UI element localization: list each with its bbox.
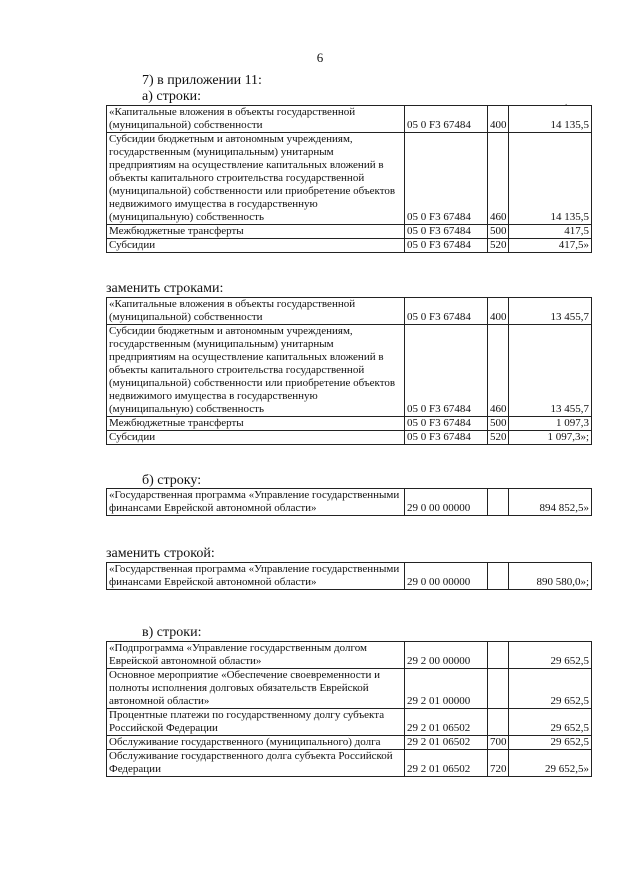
c-old-cell-value: 29 652,5» [509, 750, 592, 777]
c-old-cell-vr: 720 [488, 750, 509, 777]
section-c-label: в) строки: [142, 625, 202, 640]
c-old-cell-name: Обслуживание государственного долга субъекта Российской Федерации [107, 750, 405, 777]
a-old-cell-value: 417,5 [509, 225, 592, 239]
table-a-new [106, 297, 592, 445]
b-new-cell-vr [488, 563, 509, 590]
table-c-old [106, 641, 592, 777]
a-old-cell-value: 417,5» [509, 239, 592, 253]
b-old-cell-code: 29 0 00 00000 [405, 489, 488, 516]
a-new-cell-value: 13 455,7 [509, 325, 592, 417]
b-new-cell-name: «Государственная программа «Управление государственными финансами Еврейской автономной области» [107, 563, 405, 590]
c-old-cell-code: 29 2 01 06502 [405, 709, 488, 736]
a-new-cell-value: 1 097,3»; [509, 431, 592, 445]
a-old-cell-code: 05 0 F3 67484 [405, 225, 488, 239]
section-a-label: а) строки: [142, 89, 202, 104]
section-b-replace-label: заменить строкой: [106, 546, 215, 561]
b-new-cell-code: 29 0 00 00000 [405, 563, 488, 590]
a-new-cell-value: 13 455,7 [509, 298, 592, 325]
c-old-cell-code: 29 2 01 06502 [405, 736, 488, 750]
a-old-cell-code: 05 0 F3 67484 [405, 133, 488, 225]
a-new-row [107, 417, 592, 431]
a-old-row [107, 225, 592, 239]
table-b-new [106, 562, 592, 590]
section-b-label: б) строку: [142, 473, 202, 488]
a-new-cell-name: Субсидии [107, 431, 405, 445]
a-new-cell-name: Субсидии бюджетным и автономным учреждениям, государственным (муниципальным) унитарным предприятиям на осуществление капитальных вложений в объекты капитального строительства государственной (муниципальной) собственности или приобретение объектов недвижимого имущества в государственную (муниципальную) собственность [107, 325, 405, 417]
a-new-cell-code: 05 0 F3 67484 [405, 298, 488, 325]
table-b-old [106, 488, 592, 516]
c-old-cell-vr [488, 642, 509, 669]
scan-speck: . [565, 97, 568, 107]
table-a-old [106, 105, 592, 253]
a-old-cell-value: 14 135,5 [509, 106, 592, 133]
b-old-cell-vr [488, 489, 509, 516]
section-a-replace-label: заменить строками: [106, 281, 224, 296]
a-old-cell-name: Субсидии бюджетным и автономным учреждениям, государственным (муниципальным) унитарным предприятиям на осуществление капитальных вложений в объекты капитального строительства государственной (муниципальной) собственности или приобретение объектов недвижимого имущества в государственную (муниципальную) собственность [107, 133, 405, 225]
a-new-row [107, 298, 592, 325]
c-old-cell-code: 29 2 00 00000 [405, 642, 488, 669]
c-old-row [107, 642, 592, 669]
a-old-cell-vr: 460 [488, 133, 509, 225]
c-old-row [107, 669, 592, 709]
item-7-heading: 7) в приложении 11: [142, 73, 262, 88]
b-new-cell-value: 890 580,0»; [509, 563, 592, 590]
c-old-row [107, 736, 592, 750]
a-new-cell-value: 1 097,3 [509, 417, 592, 431]
a-new-cell-vr: 500 [488, 417, 509, 431]
b-old-cell-name: «Государственная программа «Управление государственными финансами Еврейской автономной области» [107, 489, 405, 516]
b-new-row [107, 563, 592, 590]
a-old-cell-vr: 520 [488, 239, 509, 253]
a-old-cell-name: «Капитальные вложения в объекты государственной (муниципальной) собственности [107, 106, 405, 133]
c-old-cell-name: Основное мероприятие «Обеспечение своевременности и полноты исполнения долговых обязательств Еврейской автономной области» [107, 669, 405, 709]
a-old-row [107, 239, 592, 253]
c-old-cell-name: Процентные платежи по государственному долгу субъекта Российской Федерации [107, 709, 405, 736]
c-old-row [107, 709, 592, 736]
c-old-cell-value: 29 652,5 [509, 669, 592, 709]
b-old-cell-value: 894 852,5» [509, 489, 592, 516]
a-new-cell-vr: 460 [488, 325, 509, 417]
a-new-cell-code: 05 0 F3 67484 [405, 431, 488, 445]
c-old-cell-name: Обслуживание государственного (муниципального) долга [107, 736, 405, 750]
c-old-cell-name: «Подпрограмма «Управление государственным долгом Еврейской автономной области» [107, 642, 405, 669]
c-old-cell-value: 29 652,5 [509, 642, 592, 669]
a-new-cell-vr: 520 [488, 431, 509, 445]
c-old-cell-value: 29 652,5 [509, 709, 592, 736]
page-number: 6 [316, 50, 324, 65]
a-new-row [107, 431, 592, 445]
a-old-row [107, 133, 592, 225]
a-new-cell-name: Межбюджетные трансферты [107, 417, 405, 431]
c-old-cell-vr [488, 709, 509, 736]
a-new-cell-code: 05 0 F3 67484 [405, 325, 488, 417]
a-old-cell-name: Межбюджетные трансферты [107, 225, 405, 239]
a-new-cell-vr: 400 [488, 298, 509, 325]
a-old-cell-vr: 400 [488, 106, 509, 133]
c-old-cell-code: 29 2 01 00000 [405, 669, 488, 709]
c-old-cell-value: 29 652,5 [509, 736, 592, 750]
a-old-cell-vr: 500 [488, 225, 509, 239]
a-old-row [107, 106, 592, 133]
b-old-row [107, 489, 592, 516]
c-old-cell-vr [488, 669, 509, 709]
a-new-cell-code: 05 0 F3 67484 [405, 417, 488, 431]
a-old-cell-name: Субсидии [107, 239, 405, 253]
c-old-cell-code: 29 2 01 06502 [405, 750, 488, 777]
a-new-row [107, 325, 592, 417]
a-new-cell-name: «Капитальные вложения в объекты государственной (муниципальной) собственности [107, 298, 405, 325]
a-old-cell-value: 14 135,5 [509, 133, 592, 225]
a-old-cell-code: 05 0 F3 67484 [405, 239, 488, 253]
a-old-cell-code: 05 0 F3 67484 [405, 106, 488, 133]
c-old-cell-vr: 700 [488, 736, 509, 750]
c-old-row [107, 750, 592, 777]
